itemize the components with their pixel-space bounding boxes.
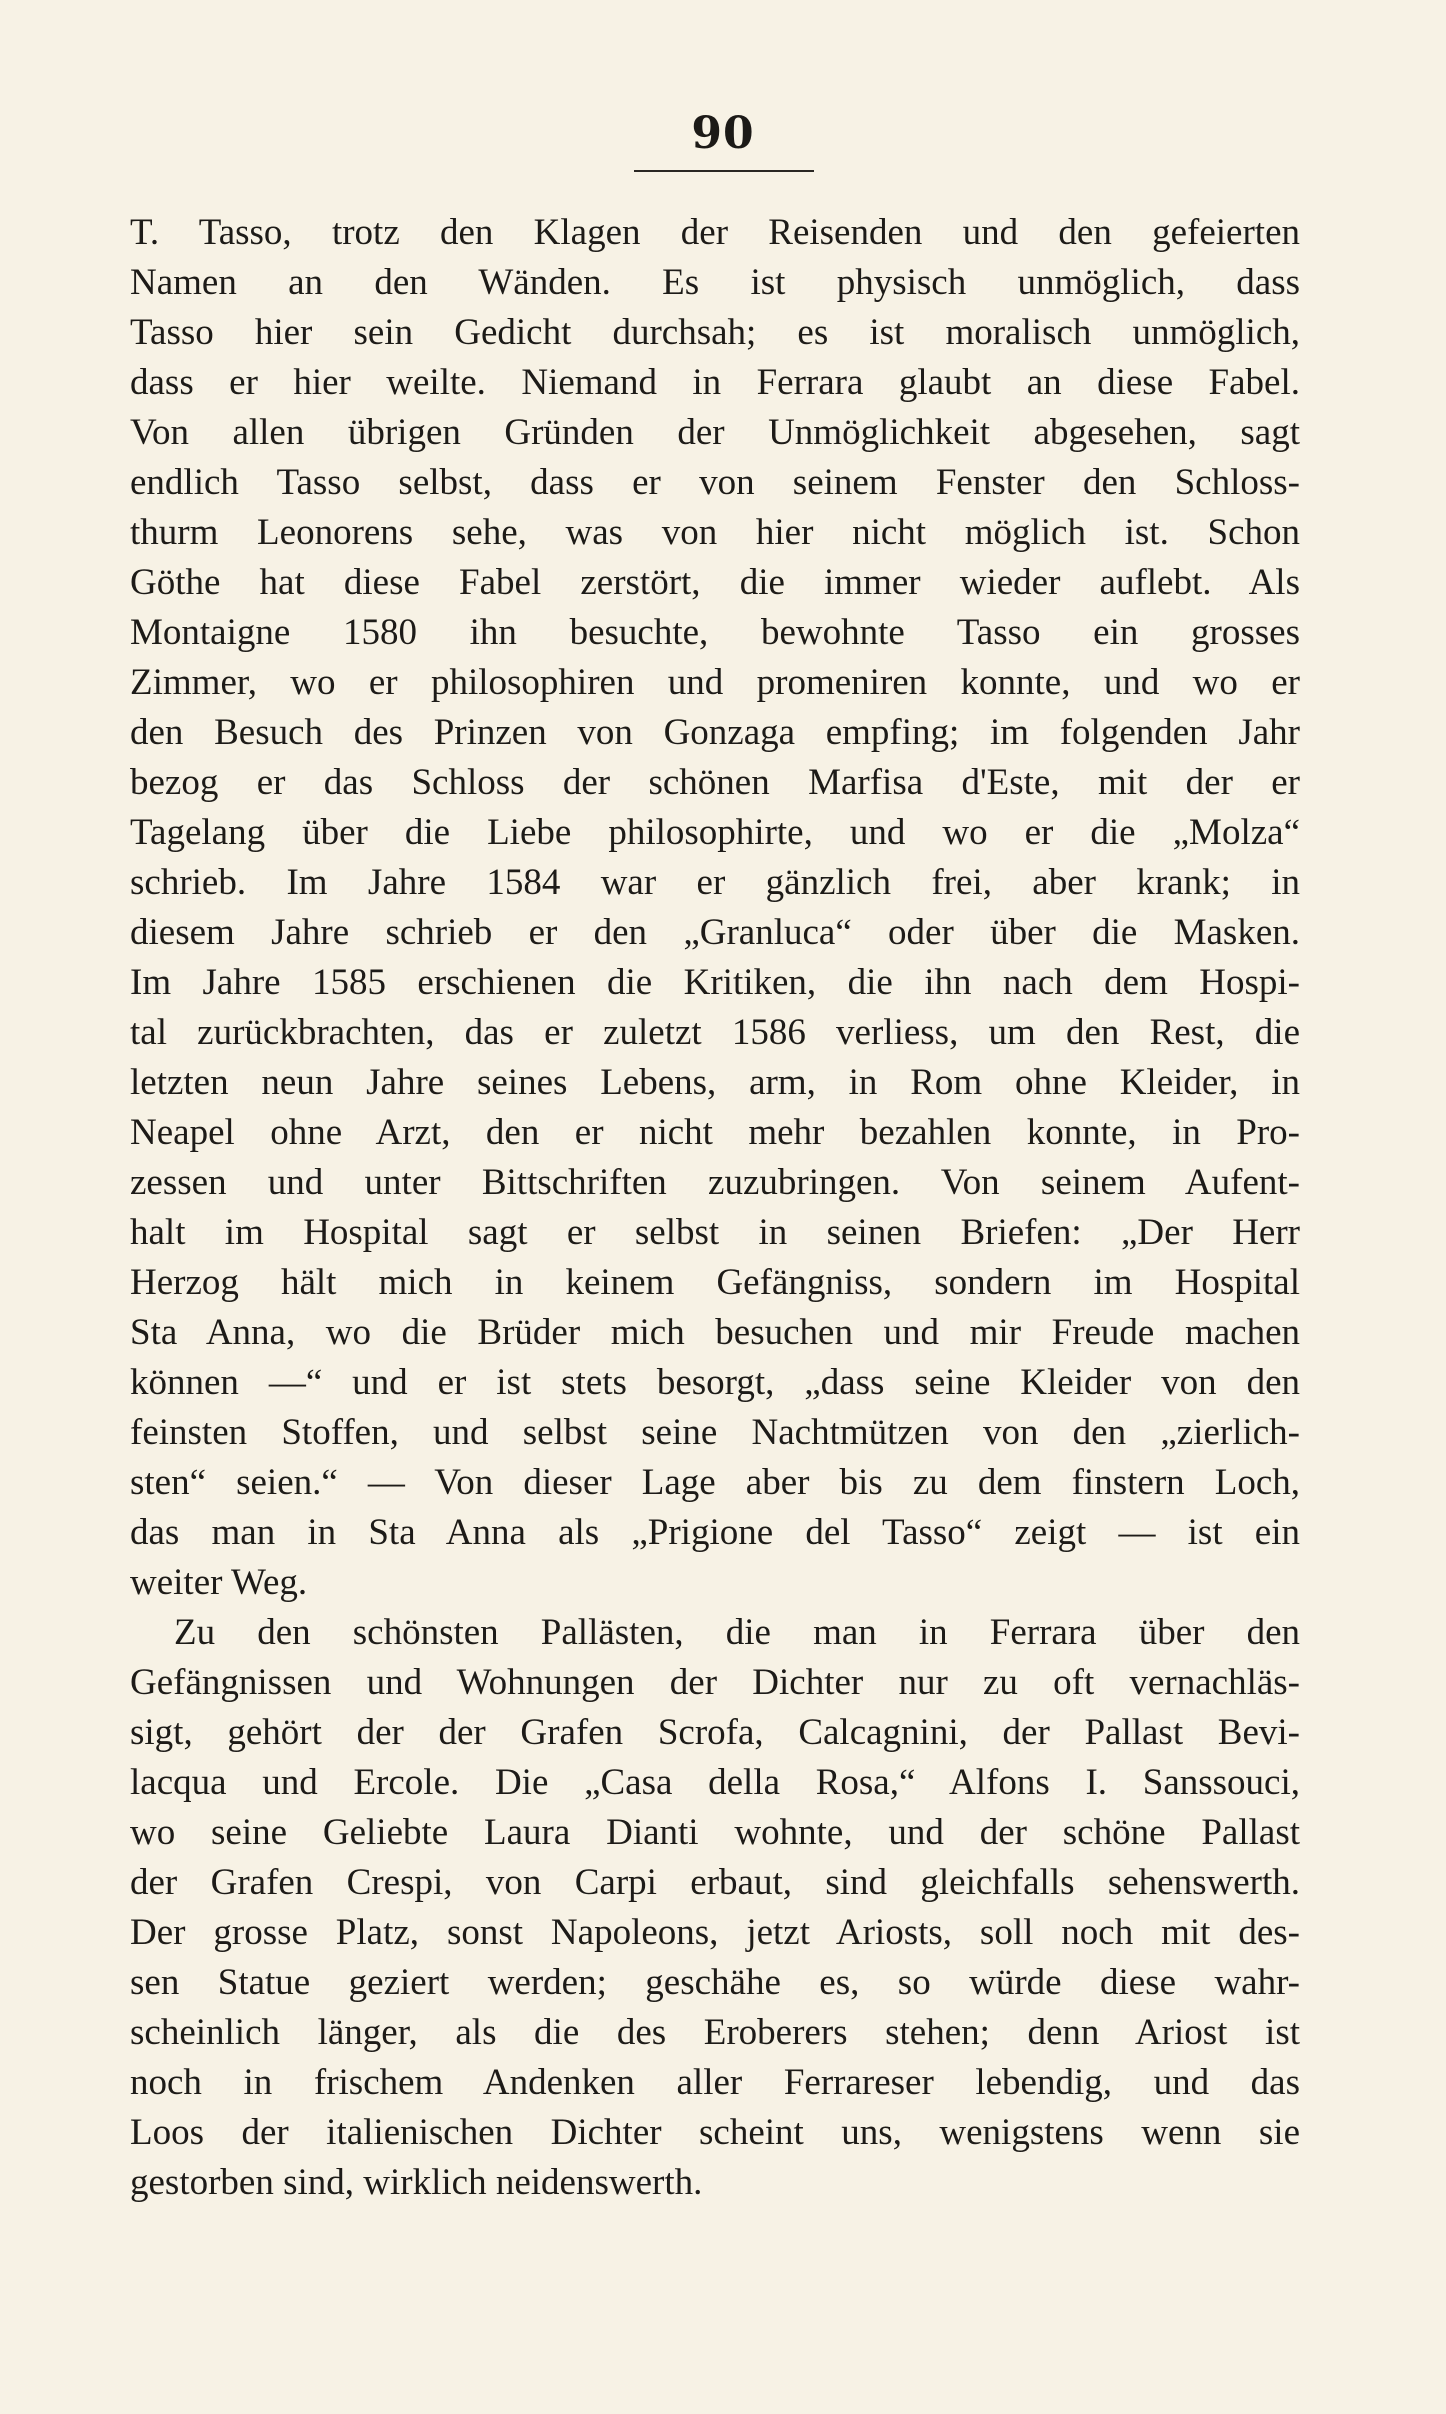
page-number: 90 — [691, 108, 755, 159]
text-line: wo seine Geliebte Laura Dianti wohnte, und der schöne Pallast — [130, 1812, 1300, 1853]
text-line: T. Tasso, trotz den Klagen der Reisenden und den gefeierten — [130, 212, 1300, 253]
text-line: diesem Jahre schrieb er den „Granluca“ oder über die Masken. — [130, 912, 1300, 953]
text-line: letzten neun Jahre seines Lebens, arm, in Rom ohne Kleider, in — [130, 1062, 1300, 1103]
text-line: dass er hier weilte. Niemand in Ferrara glaubt an diese Fabel. — [130, 362, 1300, 403]
text-line: sten“ seien.“ — Von dieser Lage aber bis zu dem finstern Loch, — [130, 1462, 1300, 1503]
text-line: sen Statue geziert werden; geschähe es, so würde diese wahr- — [130, 1962, 1300, 2003]
text-line: Montaigne 1580 ihn besuchte, bewohnte Tasso ein grosses — [130, 612, 1300, 653]
text-line: bezog er das Schloss der schönen Marfisa d'Este, mit der er — [130, 762, 1300, 803]
text-line: Loos der italienischen Dichter scheint uns, wenigstens wenn sie — [130, 2112, 1300, 2153]
text-line: Tagelang über die Liebe philosophirte, und wo er die „Molza“ — [130, 812, 1300, 853]
text-line: das man in Sta Anna als „Prigione del Tasso“ zeigt — ist ein — [130, 1512, 1300, 1553]
text-line: weiter Weg. — [130, 1562, 308, 1603]
text-line: der Grafen Crespi, von Carpi erbaut, sind gleichfalls sehenswerth. — [130, 1862, 1300, 1903]
text-line: endlich Tasso selbst, dass er von seinem Fenster den Schloss- — [130, 462, 1300, 503]
text-line: gestorben sind, wirklich neidenswerth. — [130, 2162, 703, 2203]
text-line: den Besuch des Prinzen von Gonzaga empfing; im folgenden Jahr — [130, 712, 1300, 753]
text-line: Sta Anna, wo die Brüder mich besuchen und mir Freude machen — [130, 1312, 1300, 1353]
text-line: tal zurückbrachten, das er zuletzt 1586 verliess, um den Rest, die — [130, 1012, 1300, 1053]
text-line: sigt, gehört der der Grafen Scrofa, Calcagnini, der Pallast Bevi- — [130, 1712, 1300, 1753]
text-line: können —“ und er ist stets besorgt, „dass seine Kleider von den — [130, 1362, 1300, 1403]
text-line: noch in frischem Andenken aller Ferrareser lebendig, und das — [130, 2062, 1300, 2103]
text-line: thurm Leonorens sehe, was von hier nicht möglich ist. Schon — [130, 512, 1300, 553]
text-line: Der grosse Platz, sonst Napoleons, jetzt Ariosts, soll noch mit des- — [130, 1912, 1300, 1953]
text-line: feinsten Stoffen, und selbst seine Nachtmützen von den „zierlich- — [130, 1412, 1300, 1453]
text-line: Zimmer, wo er philosophiren und promeniren konnte, und wo er — [130, 662, 1300, 703]
text-line: schrieb. Im Jahre 1584 war er gänzlich frei, aber krank; in — [130, 862, 1300, 903]
text-line: scheinlich länger, als die des Eroberers stehen; denn Ariost ist — [130, 2012, 1300, 2053]
text-line: zessen und unter Bittschriften zuzubringen. Von seinem Aufent- — [130, 1162, 1300, 1203]
text-line: Herzog hält mich in keinem Gefängniss, sondern im Hospital — [130, 1262, 1300, 1303]
text-line: Gefängnissen und Wohnungen der Dichter nur zu oft vernachläs- — [130, 1662, 1300, 1703]
text-line: Im Jahre 1585 erschienen die Kritiken, die ihn nach dem Hospi- — [130, 962, 1300, 1003]
text-line: Namen an den Wänden. Es ist physisch unmöglich, dass — [130, 262, 1300, 303]
text-line: lacqua und Ercole. Die „Casa della Rosa,“ Alfons I. Sanssouci, — [130, 1762, 1300, 1803]
text-line: Von allen übrigen Gründen der Unmöglichkeit abgesehen, sagt — [130, 412, 1300, 453]
text-line: halt im Hospital sagt er selbst in seinen Briefen: „Der Herr — [130, 1212, 1300, 1253]
text-line: Göthe hat diese Fabel zerstört, die immer wieder auflebt. Als — [130, 562, 1300, 603]
text-line: Zu den schönsten Pallästen, die man in Ferrara über den — [174, 1612, 1300, 1653]
text-line: Tasso hier sein Gedicht durchsah; es ist moralisch unmöglich, — [130, 312, 1300, 353]
text-line: Neapel ohne Arzt, den er nicht mehr bezahlen konnte, in Pro- — [130, 1112, 1300, 1153]
body-text — [130, 208, 1300, 2208]
page-number-rule — [634, 170, 814, 172]
